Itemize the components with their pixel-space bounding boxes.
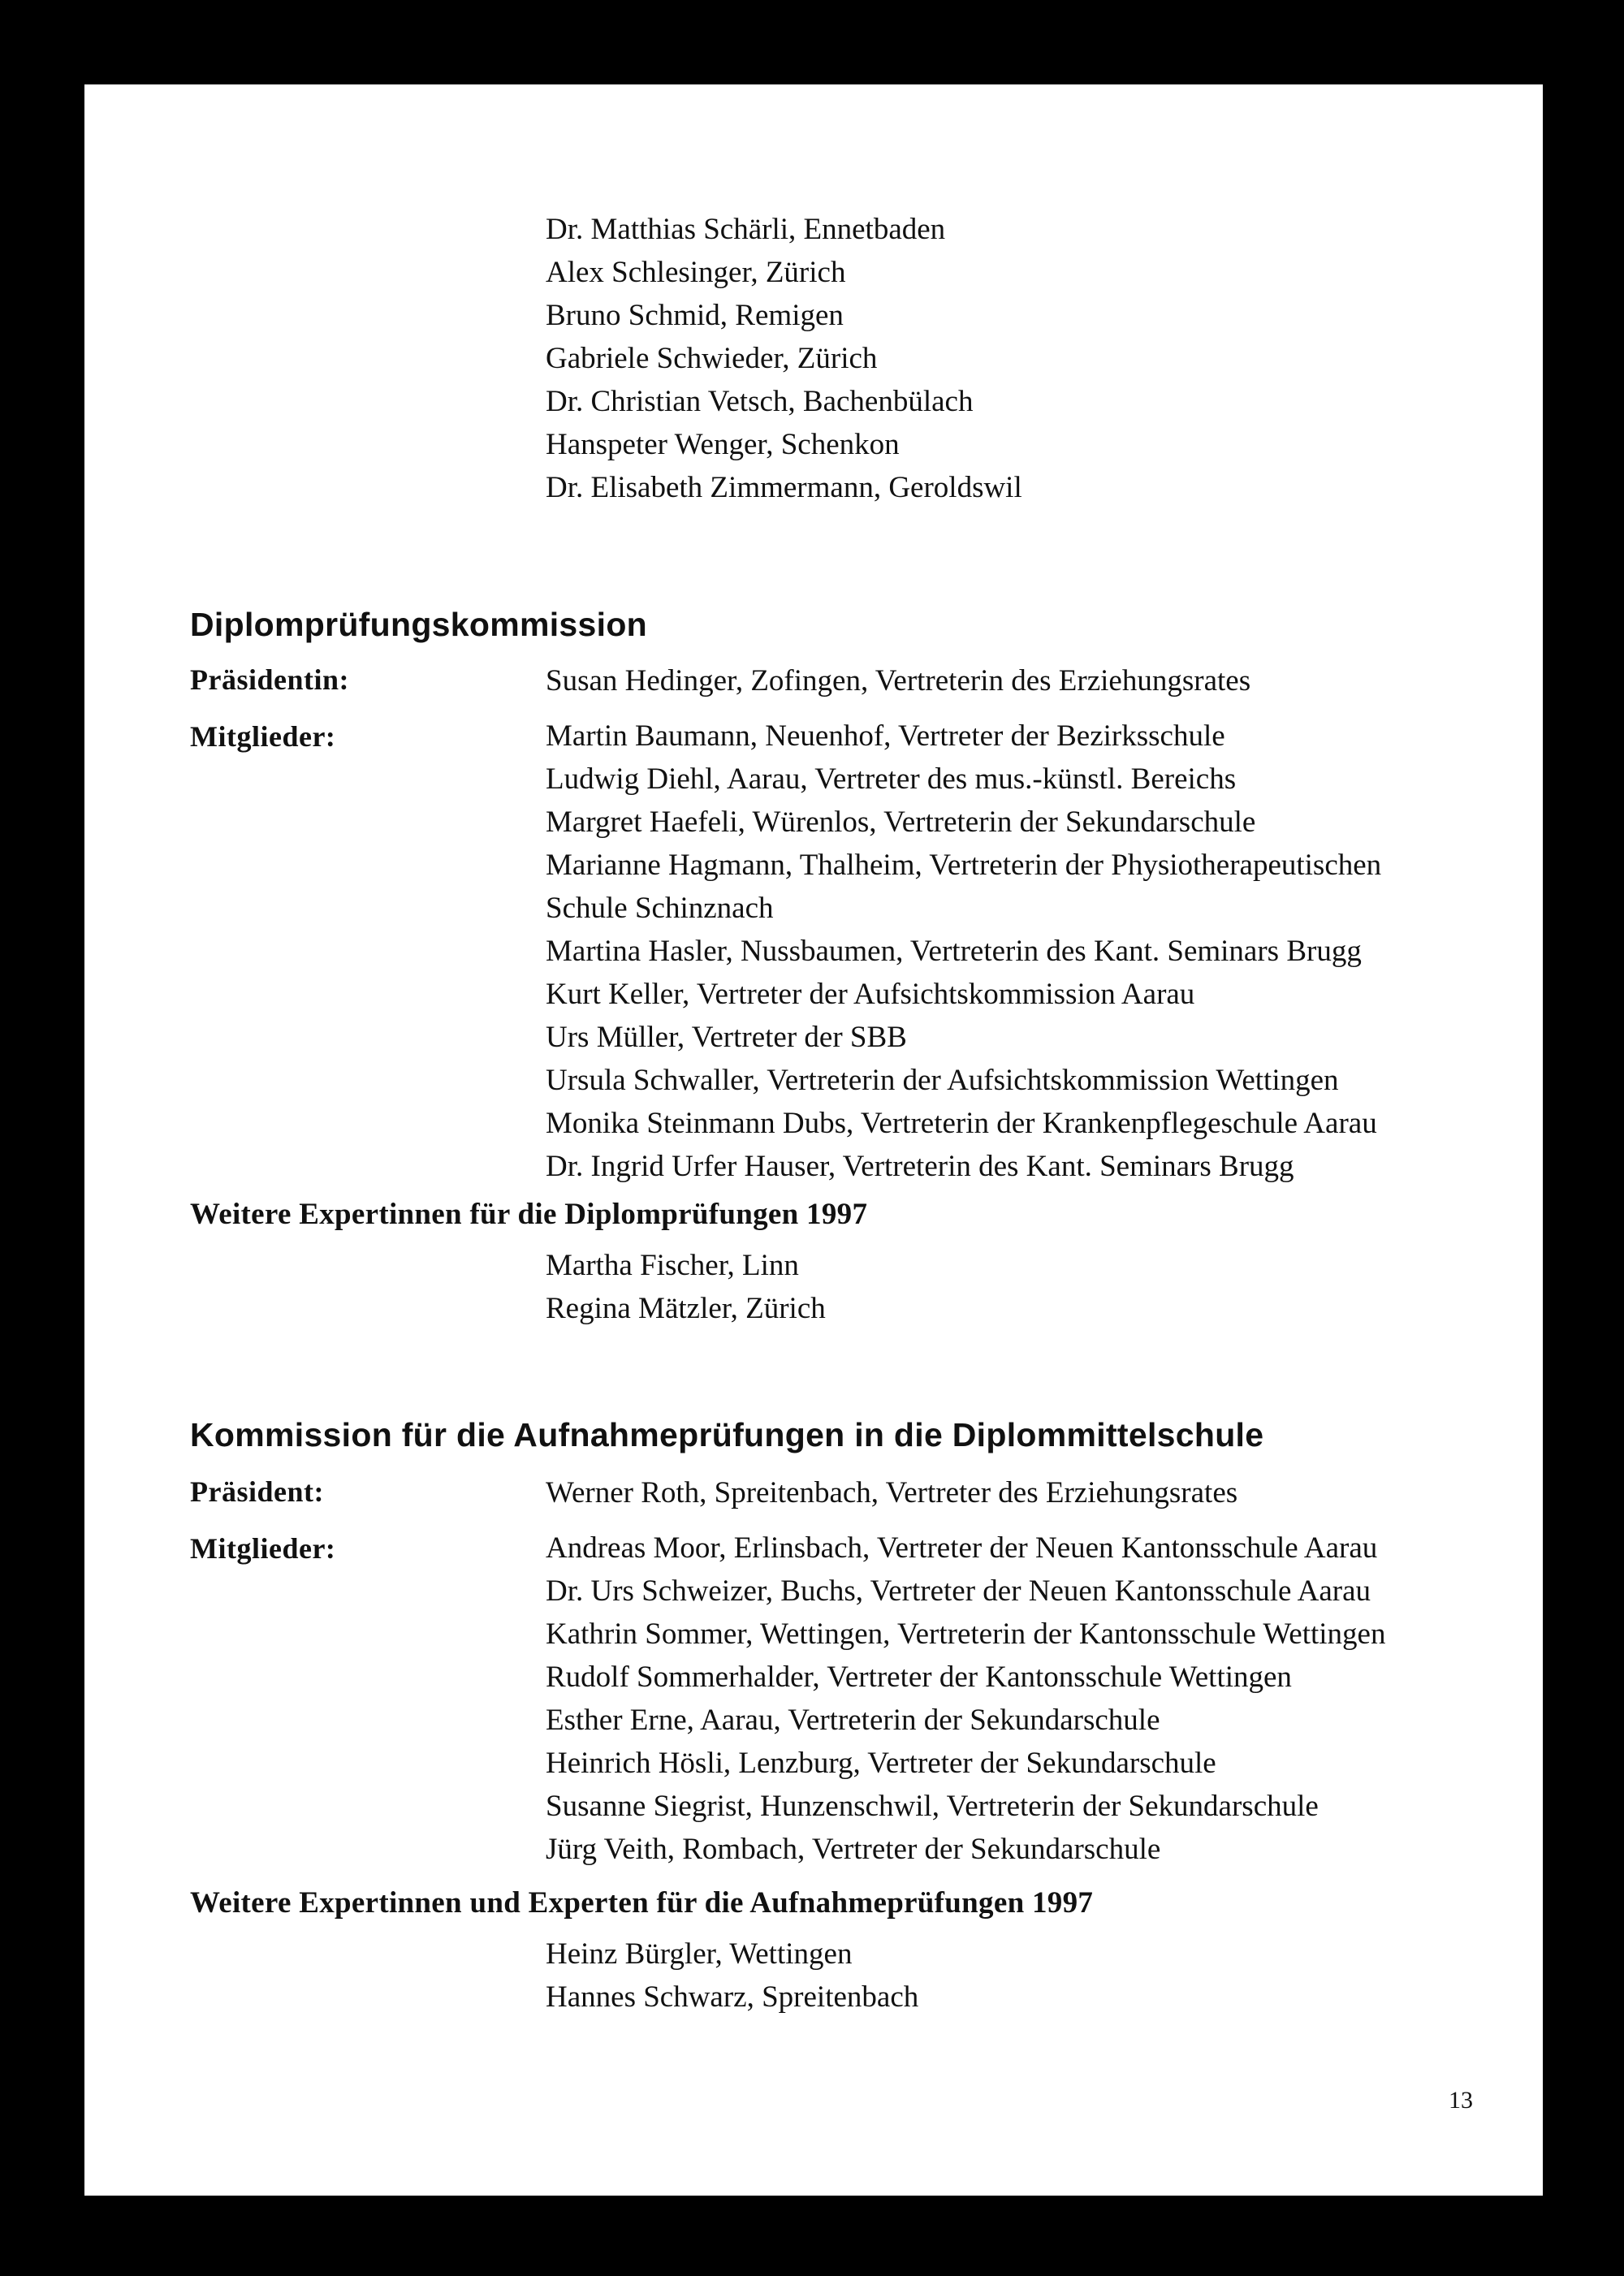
list-item: Ursula Schwaller, Vertreterin der Aufsichtskommission Wettingen [546,1064,1339,1097]
members-label: Mitglieder: [190,1532,336,1565]
list-item: Marianne Hagmann, Thalheim, Vertreterin der Physiotherapeutischen [546,849,1382,882]
list-item: Dr. Christian Vetsch, Bachenbülach [546,385,974,418]
list-item: Martha Fischer, Linn [546,1249,799,1282]
president-label: Präsidentin: [190,663,350,696]
president-name: Susan Hedinger, Zofingen, Vertreterin des Erziehungsrates [546,664,1251,697]
aufnahme-member-list [546,1527,1385,1871]
list-item: Schule Schinznach [546,892,774,925]
list-item: Dr. Ingrid Urfer Hauser, Vertreterin des Kant. Seminars Brugg [546,1150,1294,1183]
list-item: Heinz Bürgler, Wettingen [546,1937,853,1971]
section-heading-aufnahme: Kommission für die Aufnahmeprüfungen in die Diplommittelschule [190,1416,1264,1453]
list-item: Alex Schlesinger, Zürich [546,256,846,289]
experts-heading-aufnahme: Weitere Expertinnen und Experten für die Aufnahmeprüfungen 1997 [190,1886,1094,1920]
aufnahme-expert-list [546,1933,918,2019]
list-item: Rudolf Sommerhalder, Vertreter der Kantonsschule Wettingen [546,1661,1292,1694]
president-name: Werner Roth, Spreitenbach, Vertreter des Erziehungsrates [546,1476,1238,1509]
list-item: Regina Mätzler, Zürich [546,1292,826,1325]
list-item: Heinrich Hösli, Lenzburg, Vertreter der Sekundarschule [546,1747,1216,1780]
list-item: Martin Baumann, Neuenhof, Vertreter der Bezirksschule [546,719,1225,753]
list-item: Hannes Schwarz, Spreitenbach [546,1980,919,2014]
document-page [84,84,1543,2196]
list-item: Ludwig Diehl, Aarau, Vertreter des mus.-künstl. Bereichs [546,762,1237,796]
list-item: Susanne Siegrist, Hunzenschwil, Vertreterin der Sekundarschule [546,1790,1319,1823]
list-item: Hanspeter Wenger, Schenkon [546,428,900,461]
section-heading-diplom: Diplomprüfungskommission [190,606,648,643]
experts-heading-diplom: Weitere Expertinnen für die Diplomprüfungen 1997 [190,1198,868,1231]
list-item: Urs Müller, Vertreter der SBB [546,1021,907,1054]
list-item: Gabriele Schwieder, Zürich [546,342,878,375]
page-number: 13 [1449,2087,1473,2114]
list-item: Martina Hasler, Nussbaumen, Vertreterin des Kant. Seminars Brugg [546,935,1362,968]
top-member-list [546,208,1022,509]
list-item: Monika Steinmann Dubs, Vertreterin der Krankenpflegeschule Aarau [546,1107,1377,1140]
list-item: Dr. Elisabeth Zimmermann, Geroldswil [546,471,1022,504]
list-item: Jürg Veith, Rombach, Vertreter der Sekundarschule [546,1833,1161,1866]
list-item: Bruno Schmid, Remigen [546,299,844,332]
list-item: Dr. Urs Schweizer, Buchs, Vertreter der Neuen Kantonsschule Aarau [546,1574,1371,1608]
list-item: Kurt Keller, Vertreter der Aufsichtskommission Aarau [546,978,1195,1011]
president-label: Präsident: [190,1475,324,1508]
list-item: Margret Haefeli, Würenlos, Vertreterin der Sekundarschule [546,805,1256,839]
diplom-expert-list [546,1244,826,1330]
list-item: Andreas Moor, Erlinsbach, Vertreter der Neuen Kantonsschule Aarau [546,1531,1378,1565]
diplom-member-list [546,715,1381,1188]
list-item: Esther Erne, Aarau, Vertreterin der Sekundarschule [546,1704,1160,1737]
list-item: Dr. Matthias Schärli, Ennetbaden [546,213,946,246]
members-label: Mitglieder: [190,720,336,753]
list-item: Kathrin Sommer, Wettingen, Vertreterin der Kantonsschule Wettingen [546,1617,1386,1651]
